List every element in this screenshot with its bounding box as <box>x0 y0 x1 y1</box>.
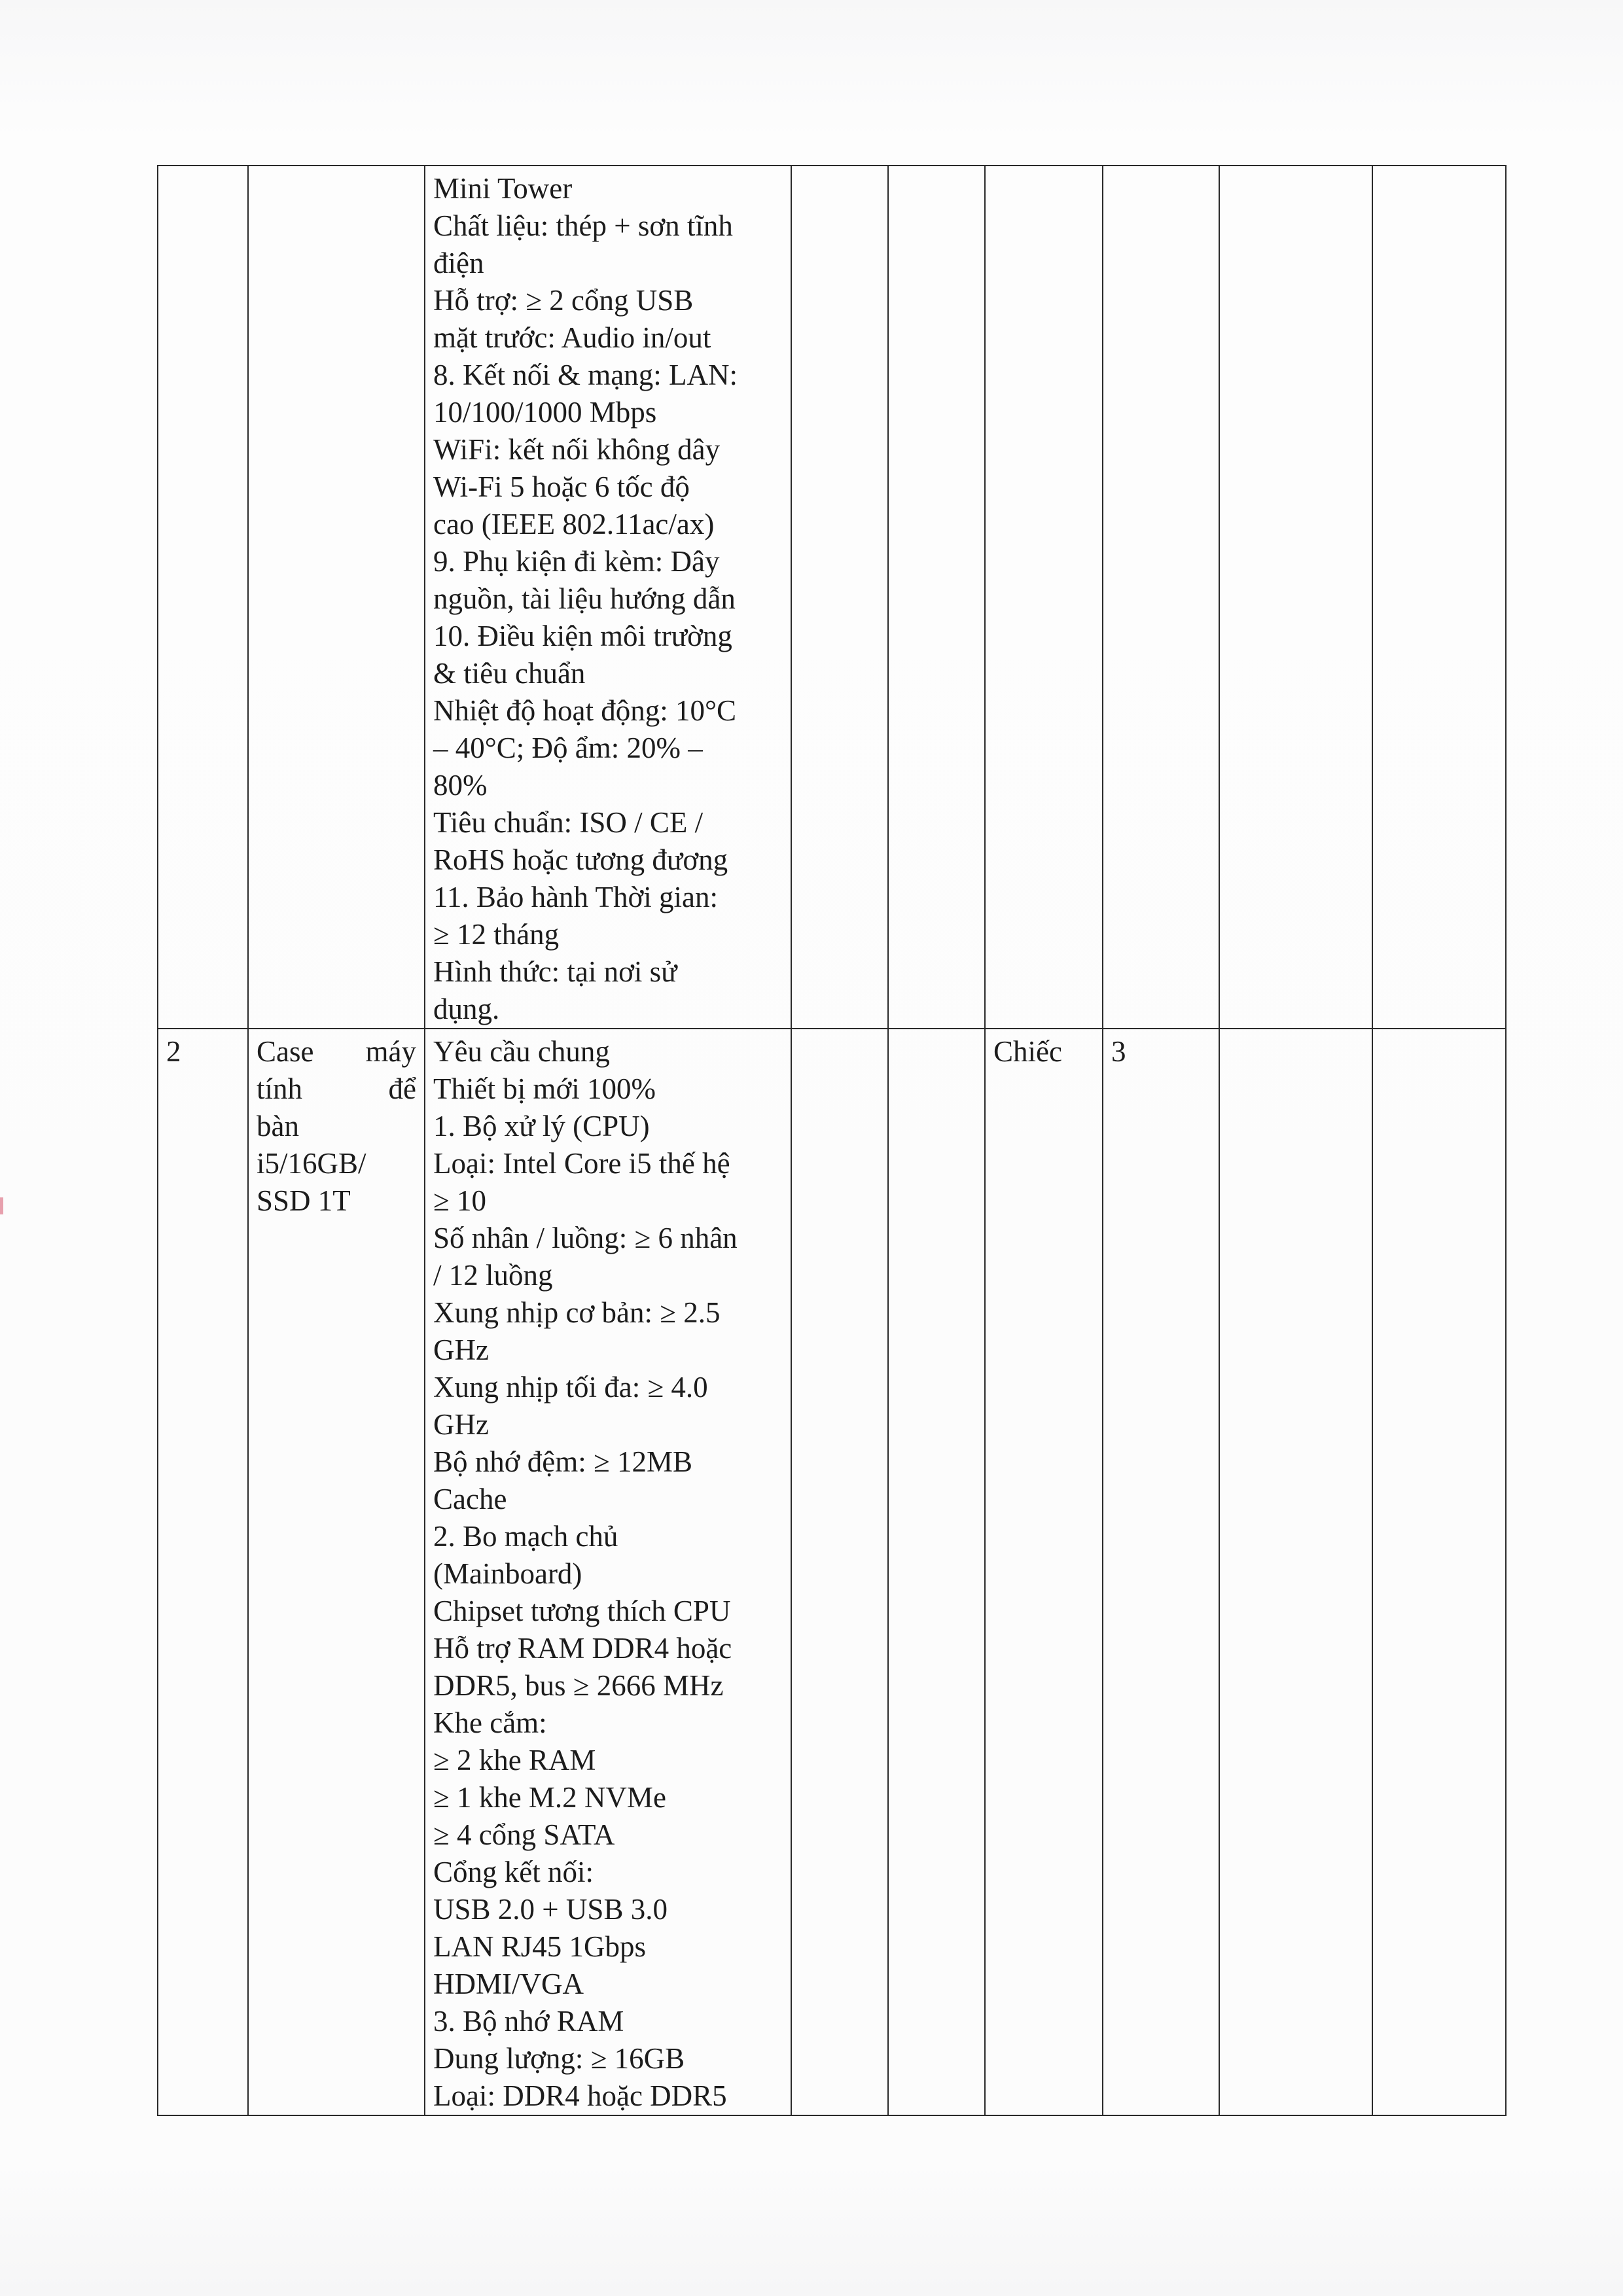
spec-line: DDR5, bus ≥ 2666 MHz <box>433 1669 724 1702</box>
spec-line: Hỗ trợ: ≥ 2 cổng USB <box>433 284 694 317</box>
spec-line: Khe cắm: <box>433 1706 547 1739</box>
spec-line: 9. Phụ kiện đi kèm: Dây <box>433 545 720 578</box>
table-row <box>158 1029 1506 2115</box>
spec-line: ≥ 1 khe M.2 NVMe <box>433 1781 666 1814</box>
empty-cell <box>1219 1029 1372 2115</box>
spec-lines <box>433 1033 783 2115</box>
item-name-line <box>257 1033 416 1070</box>
spec-line: Chipset tương thích CPU <box>433 1595 731 1627</box>
spec-line: GHz <box>433 1333 489 1366</box>
spec-line: Cache <box>433 1483 507 1515</box>
item-name-word: để <box>388 1072 416 1105</box>
spec-line: Wi-Fi 5 hoặc 6 tốc độ <box>433 470 690 503</box>
spec-line: 10. Điều kiện môi trường <box>433 620 732 652</box>
empty-cell <box>791 166 888 1029</box>
spec-line: HDMI/VGA <box>433 1968 584 2000</box>
scan-artifact <box>0 1197 3 1214</box>
spec-line: Loại: Intel Core i5 thế hệ <box>433 1147 730 1180</box>
spec-line: (Mainboard) <box>433 1557 582 1590</box>
item-name-word: i5/16GB/ <box>257 1147 366 1180</box>
quantity-value: 3 <box>1111 1035 1126 1068</box>
item-name-line <box>257 1108 416 1145</box>
spec-line: nguồn, tài liệu hướng dẫn <box>433 582 736 615</box>
spec-line: Loại: DDR4 hoặc DDR5 <box>433 2079 727 2112</box>
spec-line: Dung lượng: ≥ 16GB <box>433 2042 685 2075</box>
empty-cell <box>791 1029 888 2115</box>
spec-line: 10/100/1000 Mbps <box>433 396 657 429</box>
item-name-word: Case <box>257 1035 314 1068</box>
item-name-line <box>257 1182 416 1220</box>
empty-cell <box>888 1029 985 2115</box>
spec-line: điện <box>433 247 484 279</box>
quantity-cell <box>1103 166 1219 1029</box>
spec-line: Hình thức: tại nơi sử <box>433 955 677 988</box>
spec-line: Chất liệu: thép + sơn tĩnh <box>433 209 733 242</box>
spec-line: WiFi: kết nối không dây <box>433 433 721 466</box>
item-name-word: SSD 1T <box>257 1184 351 1217</box>
item-name-lines <box>257 1033 416 1220</box>
spec-line: Tiêu chuẩn: ISO / CE / <box>433 806 704 839</box>
item-name-line <box>257 1070 416 1108</box>
empty-cell <box>1372 1029 1506 2115</box>
spec-line: USB 2.0 + USB 3.0 <box>433 1893 668 1926</box>
item-name-cell <box>248 166 425 1029</box>
spec-cell <box>425 1029 791 2115</box>
unit-cell <box>985 1029 1103 2115</box>
item-name-word: máy <box>365 1035 416 1068</box>
spec-line: Nhiệt độ hoạt động: 10°C <box>433 694 736 727</box>
spec-line: ≥ 10 <box>433 1184 486 1217</box>
spec-line: 80% <box>433 769 488 802</box>
stt-cell <box>158 1029 248 2115</box>
spec-line: Hỗ trợ RAM DDR4 hoặc <box>433 1632 732 1665</box>
spec-line: RoHS hoặc tương đương <box>433 843 728 876</box>
spec-lines <box>433 170 783 1028</box>
spec-line: mặt trước: Audio in/out <box>433 321 711 354</box>
spec-line: / 12 luồng <box>433 1259 553 1292</box>
spec-line: 2. Bo mạch chủ <box>433 1520 618 1553</box>
unit-value: Chiếc <box>993 1035 1062 1068</box>
spec-line: ≥ 2 khe RAM <box>433 1744 596 1776</box>
spec-line: cao (IEEE 802.11ac/ax) <box>433 508 715 540</box>
unit-cell <box>985 166 1103 1029</box>
spec-line: ≥ 4 cổng SATA <box>433 1818 615 1851</box>
spec-line: 8. Kết nối & mạng: LAN: <box>433 359 738 391</box>
item-name-word: bàn <box>257 1110 299 1142</box>
spec-line: – 40°C; Độ ẩm: 20% – <box>433 732 703 764</box>
spec-cell <box>425 166 791 1029</box>
spec-line: LAN RJ45 1Gbps <box>433 1930 647 1963</box>
empty-cell <box>1372 166 1506 1029</box>
spec-line: Xung nhịp tối đa: ≥ 4.0 <box>433 1371 708 1404</box>
item-name-word: tính <box>257 1072 303 1105</box>
spec-line: Cổng kết nối: <box>433 1856 594 1888</box>
spec-line: Xung nhịp cơ bản: ≥ 2.5 <box>433 1296 721 1329</box>
spec-line: Mini Tower <box>433 172 573 205</box>
spec-line: Bộ nhớ đệm: ≥ 12MB <box>433 1445 693 1478</box>
spec-line: 11. Bảo hành Thời gian: <box>433 881 718 913</box>
spec-line: 1. Bộ xử lý (CPU) <box>433 1110 650 1142</box>
empty-cell <box>888 166 985 1029</box>
spec-line: Số nhân / luồng: ≥ 6 nhân <box>433 1222 738 1254</box>
spec-table <box>157 165 1507 2116</box>
item-name-cell <box>248 1029 425 2115</box>
spec-line: ≥ 12 tháng <box>433 918 560 951</box>
spec-line: GHz <box>433 1408 489 1441</box>
spec-line: & tiêu chuẩn <box>433 657 586 690</box>
spec-line: Thiết bị mới 100% <box>433 1072 656 1105</box>
stt-value: 2 <box>166 1035 181 1068</box>
item-name-line <box>257 1145 416 1182</box>
spec-line: dụng. <box>433 993 500 1025</box>
spec-line: Yêu cầu chung <box>433 1035 610 1068</box>
empty-cell <box>1219 166 1372 1029</box>
table-row <box>158 166 1506 1029</box>
stt-cell <box>158 166 248 1029</box>
spec-line: 3. Bộ nhớ RAM <box>433 2005 624 2038</box>
quantity-cell <box>1103 1029 1219 2115</box>
